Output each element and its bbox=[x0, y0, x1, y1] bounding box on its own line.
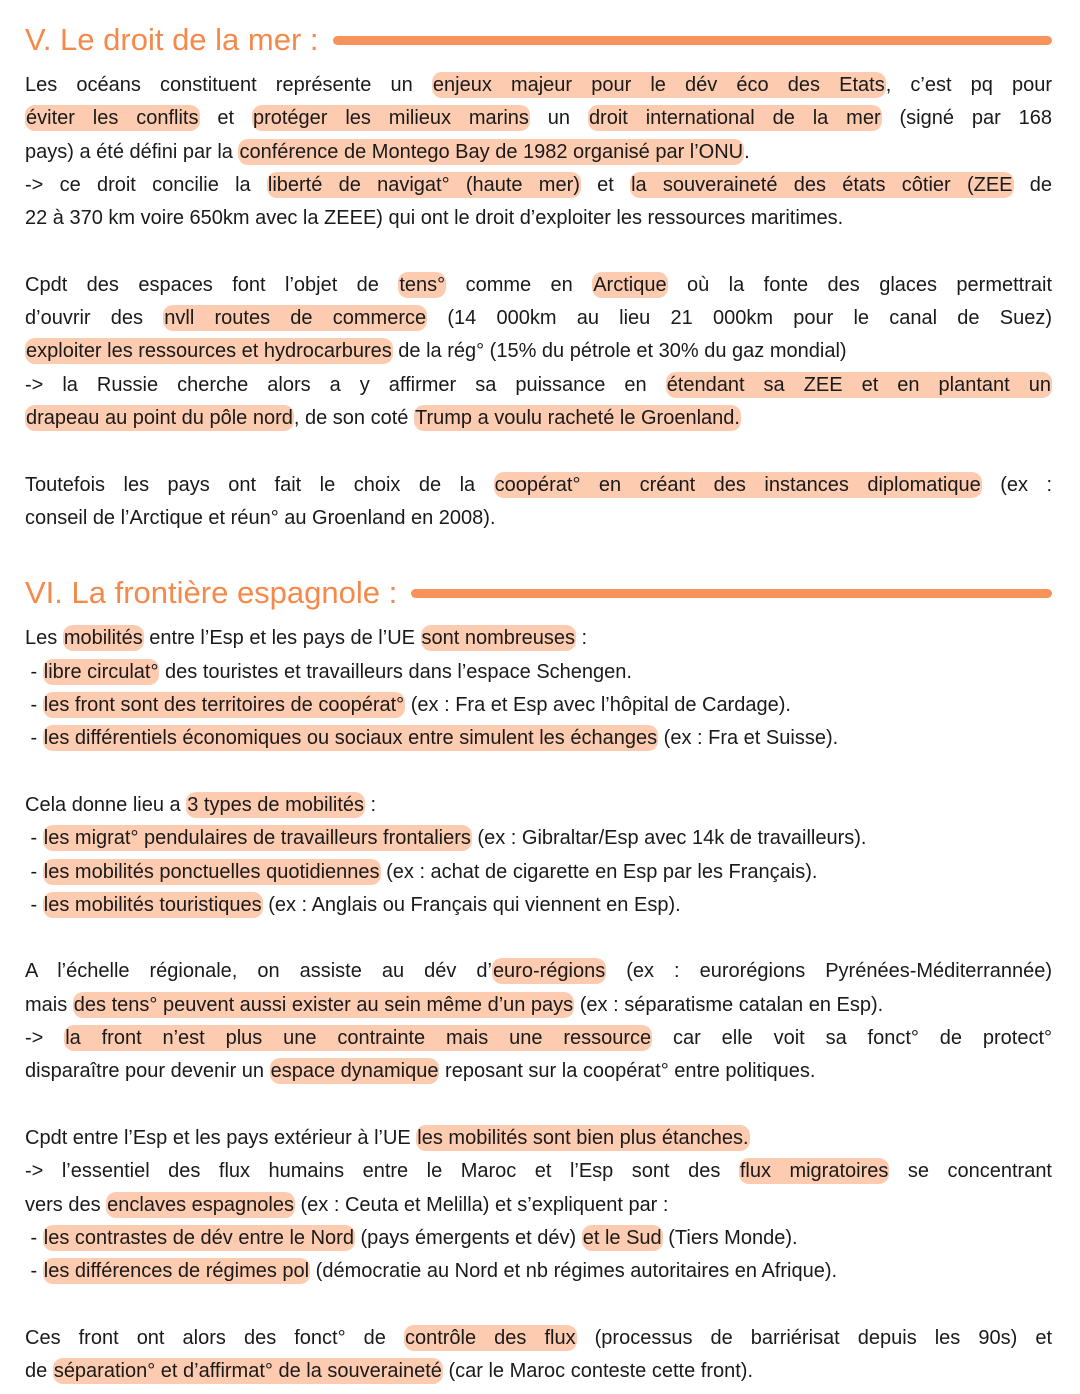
highlighted-text: 3 types de mobilités bbox=[187, 793, 364, 816]
text-segment: - bbox=[25, 860, 43, 883]
text-line bbox=[25, 1055, 1052, 1088]
section-heading bbox=[25, 568, 1052, 618]
highlighted-text: espace dynamique bbox=[270, 1060, 439, 1083]
text-segment: d’ouvrir des bbox=[25, 307, 164, 330]
text-segment: Ces front ont alors des fonct° de bbox=[25, 1326, 404, 1349]
highlighted-text: sont nombreuses bbox=[421, 627, 575, 650]
text-segment: vers des bbox=[25, 1193, 107, 1216]
text-segment: un bbox=[529, 107, 588, 130]
text-segment: (ex : Fra et Suisse). bbox=[658, 727, 839, 750]
highlighted-text: exploiter les ressources et hydrocarbures bbox=[26, 340, 392, 363]
text-line bbox=[25, 822, 1052, 855]
text-segment: - bbox=[25, 1260, 43, 1283]
text-line bbox=[25, 955, 1052, 988]
text-segment: -> ce droit concilie la bbox=[25, 173, 267, 196]
text-segment: et bbox=[199, 107, 252, 130]
highlighted-text: les mobilités ponctuelles quotidiennes bbox=[43, 860, 380, 883]
text-line bbox=[25, 469, 1052, 502]
text-line bbox=[25, 136, 1052, 169]
text-segment: , de son coté bbox=[293, 406, 414, 429]
text-line bbox=[25, 102, 1052, 135]
text-segment: - bbox=[25, 660, 43, 683]
text-segment: Cpdt des espaces font l’objet de bbox=[25, 273, 399, 296]
highlighted-text: des tens° peuvent aussi exister au sein même d’un pays bbox=[73, 993, 574, 1016]
highlighted-text: la souveraineté des états côtier (ZEE bbox=[631, 173, 1013, 196]
text-line bbox=[25, 689, 1052, 722]
highlighted-text: Trump a voulu racheté le Groenland. bbox=[414, 406, 740, 429]
text-line bbox=[25, 1255, 1052, 1288]
text-segment: (processus de barriérisat depuis les 90s) et bbox=[576, 1326, 1052, 1349]
text-line bbox=[25, 502, 1052, 535]
text-line bbox=[25, 402, 1052, 435]
text-segment: mais bbox=[25, 993, 73, 1016]
highlighted-text: les différentiels économiques ou sociaux entre simulent les échanges bbox=[43, 727, 658, 750]
text-segment: conseil de l’Arctique et réun° au Groenland en 2008). bbox=[25, 506, 496, 529]
text-segment: des touristes et travailleurs dans l’espace Schengen. bbox=[159, 660, 632, 683]
text-segment: Cela donne lieu a bbox=[25, 793, 187, 816]
text-segment: Cpdt entre l’Esp et les pays extérieur à l’UE bbox=[25, 1126, 417, 1149]
text-segment: : bbox=[575, 627, 588, 650]
text-segment: (ex : Ceuta et Melilla) et s’expliquent par : bbox=[294, 1193, 669, 1216]
highlighted-text: libre circulat° bbox=[43, 660, 159, 683]
text-segment: disparaître pour devenir un bbox=[25, 1060, 270, 1083]
section-heading bbox=[25, 15, 1052, 65]
text-line bbox=[25, 989, 1052, 1022]
highlighted-text: enclaves espagnoles bbox=[107, 1193, 294, 1216]
text-line bbox=[25, 202, 1052, 235]
text-segment: de la rég° (15% du pétrole et 30% du gaz mondial) bbox=[392, 340, 847, 363]
text-segment: (ex : séparatisme catalan en Esp). bbox=[574, 993, 884, 1016]
text-segment: Toutefois les pays ont fait le choix de la bbox=[25, 473, 494, 496]
text-segment: -> la Russie cherche alors a y affirmer sa puissance en bbox=[25, 373, 666, 396]
text-segment: (ex : bbox=[981, 473, 1053, 496]
text-line bbox=[25, 622, 1052, 655]
text-line bbox=[25, 1022, 1052, 1055]
text-segment: A l’échelle régionale, on assiste au dév d’ bbox=[25, 960, 492, 983]
text-segment: (signé par 168 bbox=[881, 107, 1053, 130]
heading-underline-bar bbox=[411, 589, 1052, 598]
text-segment: Les océans constituent représente un bbox=[25, 74, 432, 96]
text-segment: 22 à 370 km voire 650km avec la ZEEE) qui ont le droit d’exploiter les ressources maritimes. bbox=[25, 207, 844, 230]
text-line bbox=[25, 1122, 1052, 1155]
highlighted-text: enjeux majeur pour le dév éco des Etats bbox=[432, 74, 885, 96]
text-line bbox=[25, 335, 1052, 368]
text-segment: (Tiers Monde). bbox=[662, 1226, 798, 1249]
highlighted-text: tens° bbox=[399, 273, 446, 296]
text-line bbox=[25, 169, 1052, 202]
highlighted-text: les mobilités sont bien plus étanches. bbox=[417, 1126, 749, 1149]
highlighted-text: la front n’est plus une contrainte mais une ressource bbox=[65, 1027, 652, 1050]
text-segment: (pays émergents et dév) bbox=[354, 1226, 582, 1249]
text-segment: pays) a été défini par la bbox=[25, 140, 239, 163]
text-line bbox=[25, 1322, 1052, 1355]
text-line bbox=[25, 656, 1052, 689]
highlighted-text: contrôle des flux bbox=[404, 1326, 576, 1349]
text-segment: -> l’essentiel des flux humains entre le Maroc et l’Esp sont des bbox=[25, 1160, 739, 1183]
highlighted-text: protéger les milieux marins bbox=[252, 107, 529, 130]
text-line bbox=[25, 856, 1052, 889]
paragraph bbox=[25, 1322, 1052, 1389]
highlighted-text: les front sont des territoires de coopérat° bbox=[43, 694, 405, 717]
text-line bbox=[25, 1222, 1052, 1255]
highlighted-text: nvll routes de commerce bbox=[164, 307, 427, 330]
text-segment: (ex : Fra et Esp avec l’hôpital de Cardage). bbox=[405, 694, 791, 717]
highlighted-text: droit international de la mer bbox=[588, 107, 881, 130]
text-segment: - bbox=[25, 727, 43, 750]
text-segment: (ex : Gibraltar/Esp avec 14k de travailleurs). bbox=[471, 827, 867, 850]
text-segment: (14 000km au lieu 21 000km pour le canal de Suez) bbox=[427, 307, 1052, 330]
paragraph bbox=[25, 622, 1052, 755]
text-line bbox=[25, 789, 1052, 822]
text-segment: (ex : Anglais ou Français qui viennent en Esp). bbox=[262, 893, 681, 916]
highlighted-text: les migrat° pendulaires de travailleurs frontaliers bbox=[43, 827, 471, 850]
text-line bbox=[25, 889, 1052, 922]
highlighted-text: conférence de Montego Bay de 1982 organisé par l’ONU bbox=[239, 140, 744, 163]
highlighted-text: les différences de régimes pol bbox=[43, 1260, 310, 1283]
paragraph bbox=[25, 269, 1052, 435]
text-segment: (car le Maroc conteste cette front). bbox=[442, 1359, 754, 1382]
text-segment: , c’est pq pour bbox=[885, 74, 1053, 96]
text-segment: (ex : eurorégions Pyrénées-Méditerrannée) bbox=[606, 960, 1052, 983]
text-segment: se concentrant bbox=[889, 1160, 1052, 1183]
text-line bbox=[25, 269, 1052, 302]
highlighted-text: séparation° et d’affirmat° de la souveraineté bbox=[53, 1359, 442, 1382]
highlighted-text: coopérat° en créant des instances diplomatique bbox=[494, 473, 981, 496]
highlighted-text: éviter les conflits bbox=[26, 107, 199, 130]
text-segment: et bbox=[580, 173, 631, 196]
text-segment: (ex : achat de cigarette en Esp par les Français). bbox=[380, 860, 818, 883]
text-line bbox=[25, 302, 1052, 335]
text-segment: - bbox=[25, 827, 43, 850]
highlighted-text: étendant sa ZEE et en plantant un bbox=[666, 373, 1051, 396]
text-line bbox=[25, 1189, 1052, 1222]
text-segment: -> bbox=[25, 1027, 65, 1050]
text-segment: de bbox=[1013, 173, 1053, 196]
text-segment: - bbox=[25, 893, 43, 916]
text-segment: où la fonte des glaces permettrait bbox=[667, 273, 1053, 296]
highlighted-text: Arctique bbox=[593, 273, 667, 296]
text-segment: - bbox=[25, 1226, 43, 1249]
text-segment: (démocratie au Nord et nb régimes autoritaires en Afrique). bbox=[310, 1260, 838, 1283]
highlighted-text: euro-régions bbox=[492, 960, 606, 983]
paragraph bbox=[25, 1122, 1052, 1288]
text-segment: de bbox=[25, 1359, 53, 1382]
highlighted-text: les contrastes de dév entre le Nord bbox=[43, 1226, 354, 1249]
text-segment: car elle voit sa fonct° de protect° bbox=[652, 1027, 1052, 1050]
text-segment: Les bbox=[25, 627, 63, 650]
text-line bbox=[25, 369, 1052, 402]
section-title: VI. La frontière espagnole : bbox=[25, 575, 398, 611]
text-segment: - bbox=[25, 694, 43, 717]
highlighted-text: mobilités bbox=[63, 627, 143, 650]
section-title: V. Le droit de la mer : bbox=[25, 22, 319, 57]
heading-underline-bar bbox=[333, 36, 1052, 45]
text-segment: reposant sur la coopérat° entre politiques. bbox=[439, 1060, 816, 1083]
paragraph bbox=[25, 789, 1052, 922]
paragraph bbox=[25, 469, 1052, 536]
text-segment: : bbox=[365, 793, 377, 816]
text-segment: . bbox=[744, 140, 750, 163]
highlighted-text: et le Sud bbox=[582, 1226, 662, 1249]
highlighted-text: liberté de navigat° (haute mer) bbox=[267, 173, 580, 196]
highlighted-text: les mobilités touristiques bbox=[43, 893, 262, 916]
text-segment: comme en bbox=[446, 273, 593, 296]
text-line bbox=[25, 69, 1052, 102]
text-line bbox=[25, 1355, 1052, 1388]
paragraph bbox=[25, 955, 1052, 1088]
text-line bbox=[25, 1155, 1052, 1188]
highlighted-text: drapeau au point du pôle nord bbox=[26, 406, 293, 429]
paragraph bbox=[25, 69, 1052, 235]
text-segment: entre l’Esp et les pays de l’UE bbox=[143, 627, 421, 650]
text-line bbox=[25, 722, 1052, 755]
highlighted-text: flux migratoires bbox=[739, 1160, 889, 1183]
